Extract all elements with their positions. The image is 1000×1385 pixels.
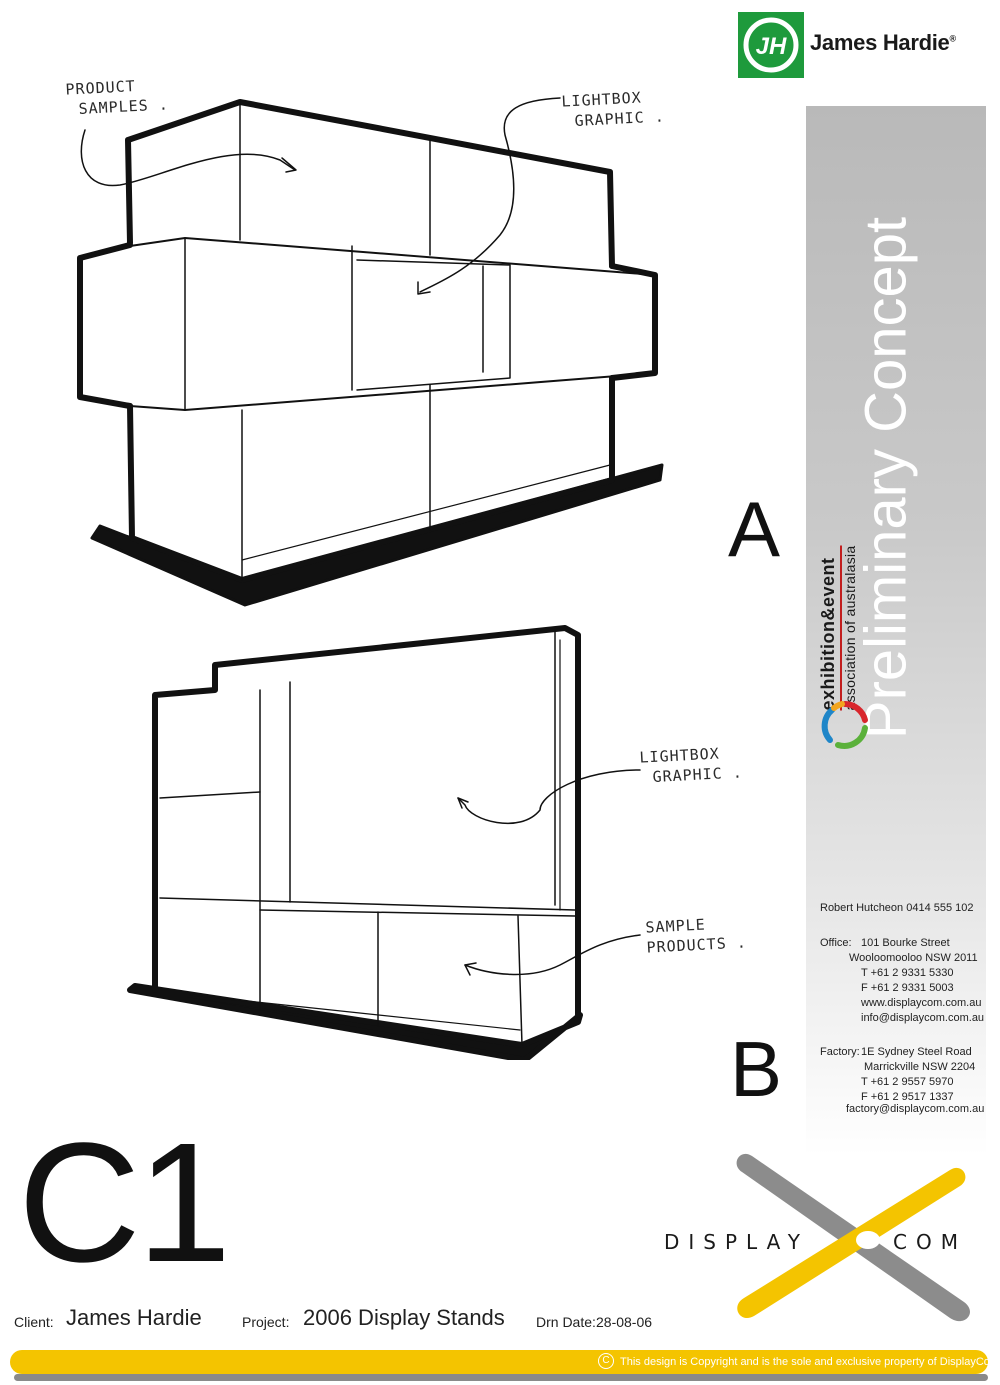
factory-address-1: 1E Sydney Steel Road bbox=[861, 1046, 972, 1058]
label-b-samples-1: SAMPLE bbox=[645, 915, 707, 937]
label-a-lightbox-1: LIGHTBOX bbox=[561, 88, 643, 111]
footer-bar-shadow bbox=[14, 1374, 988, 1381]
factory-tel: T +61 2 9557 5970 bbox=[861, 1076, 954, 1088]
view-letter-a: A bbox=[728, 485, 781, 573]
label-b-lightbox-2: GRAPHIC . bbox=[652, 762, 744, 786]
office-email-link[interactable]: info@displaycom.com.au bbox=[861, 1012, 985, 1024]
sketch-view-a bbox=[0, 60, 720, 620]
project-label: Project: bbox=[242, 1314, 290, 1330]
b-samples-arrow bbox=[465, 935, 640, 974]
association-swirl-icon bbox=[820, 700, 870, 755]
office-label: Office: bbox=[820, 937, 852, 949]
displaycom-wordmark-left: DISPLAY bbox=[664, 1230, 810, 1254]
preliminary-concept-title: Preliminary Concept bbox=[853, 216, 919, 740]
association-line2: association of australasia bbox=[842, 545, 858, 711]
factory-fax: F +61 2 9517 1337 bbox=[861, 1091, 954, 1103]
a-middle-left-outline bbox=[80, 245, 130, 406]
b-outline bbox=[155, 628, 578, 1015]
brand-name: James Hardie bbox=[810, 30, 950, 55]
a-top-box-outline bbox=[128, 102, 612, 266]
label-product-samples bbox=[65, 75, 169, 119]
label-b-lightbox-graphic bbox=[639, 743, 743, 787]
b-lightbox-arrow bbox=[458, 770, 640, 823]
copyright-icon: C bbox=[598, 1353, 614, 1369]
label-b-sample-products bbox=[645, 913, 747, 957]
jh-monogram-text: JH bbox=[755, 33, 787, 60]
label-a-samples-2: SAMPLES . bbox=[78, 94, 170, 118]
label-a-lightbox-graphic bbox=[561, 87, 665, 131]
office-fax: F +61 2 9331 5003 bbox=[861, 982, 954, 994]
office-address-2: Wooloomooloo NSW 2011 bbox=[849, 952, 978, 964]
registered-mark: ® bbox=[949, 33, 956, 44]
james-hardie-wordmark bbox=[810, 30, 956, 56]
a-samples-arrow bbox=[81, 130, 295, 186]
label-a-lightbox-2: GRAPHIC . bbox=[574, 106, 666, 130]
sketch-view-b bbox=[0, 620, 720, 1060]
label-b-samples-2: PRODUCTS . bbox=[646, 932, 748, 957]
label-b-lightbox-1: LIGHTBOX bbox=[639, 744, 721, 767]
factory-address-2: Marrickville NSW 2204 bbox=[864, 1061, 976, 1073]
displaycom-wordmark-right: COM bbox=[893, 1230, 967, 1254]
factory-email-link[interactable]: factory@displaycom.com.au bbox=[846, 1103, 985, 1115]
contact-person: Robert Hutcheon 0414 555 102 bbox=[820, 902, 974, 914]
james-hardie-logo-mark bbox=[738, 12, 804, 78]
client-value: James Hardie bbox=[66, 1305, 202, 1330]
project-value: 2006 Display Stands bbox=[303, 1305, 505, 1330]
a-middle-right-outline bbox=[612, 266, 655, 378]
date-label: Drn Date: bbox=[536, 1314, 596, 1330]
view-letter-b: B bbox=[730, 1025, 783, 1113]
factory-label: Factory: bbox=[820, 1046, 860, 1058]
drawing-code: C1 bbox=[18, 1108, 228, 1298]
website-link[interactable]: www.displaycom.com.au bbox=[861, 997, 982, 1009]
date-value: 28-08-06 bbox=[596, 1314, 653, 1330]
label-a-samples-1: PRODUCT bbox=[65, 77, 137, 99]
association-wordmark bbox=[818, 546, 858, 711]
association-line1: exhibition&event bbox=[818, 557, 838, 711]
office-address-1: 101 Bourke Street bbox=[861, 937, 950, 949]
client-label: Client: bbox=[14, 1314, 54, 1330]
a-ground-shadow bbox=[92, 465, 662, 605]
jh-monogram-icon bbox=[738, 12, 804, 78]
copyright-notice: This design is Copyright and is the sole and exclusive property of DisplayCom bbox=[620, 1356, 1000, 1368]
office-tel: T +61 2 9331 5330 bbox=[861, 967, 954, 979]
b-ground-shadow bbox=[130, 986, 580, 1060]
